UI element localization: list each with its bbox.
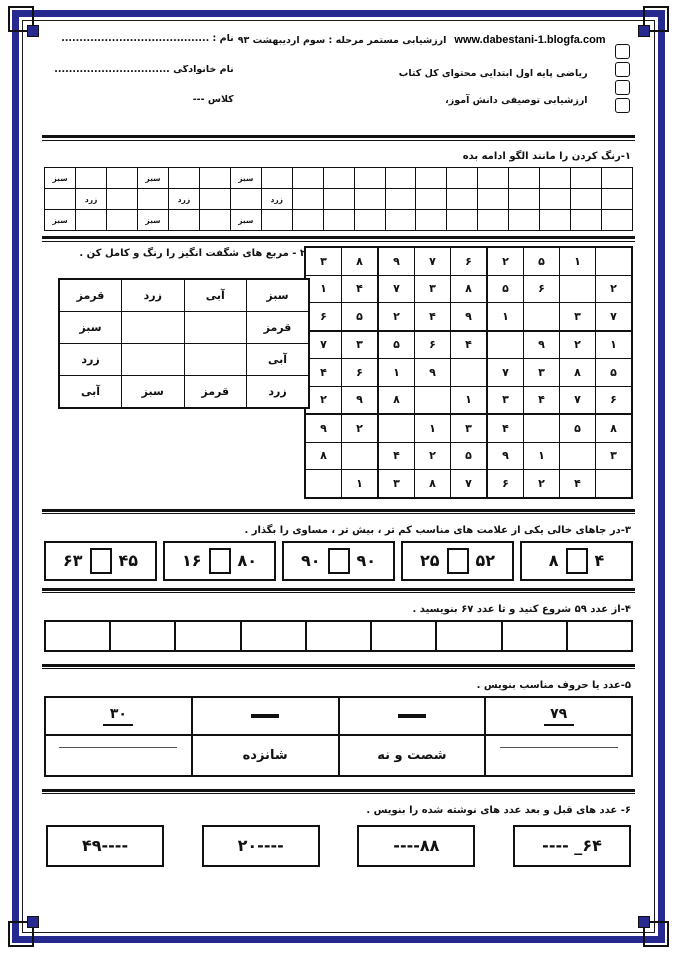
magic-square-blank[interactable]	[560, 275, 596, 303]
magic-square-cell[interactable]: ۴	[415, 303, 451, 331]
color-square-table	[58, 278, 310, 409]
magic-square-cell[interactable]: ۳	[524, 359, 560, 387]
pattern-cell-filled[interactable]: زرد	[76, 189, 107, 210]
magic-square-cell[interactable]: ۷	[305, 331, 342, 359]
magic-square-cell[interactable]: ۳	[596, 442, 633, 470]
magic-square-cell[interactable]: ۱	[451, 386, 488, 414]
magic-square-cell[interactable]: ۶	[305, 303, 342, 331]
number-sequence-blank[interactable]	[45, 621, 110, 651]
color-square-cell[interactable]: آبی	[184, 279, 247, 312]
magic-square-cell[interactable]: ۵	[560, 414, 596, 442]
pattern-cell-empty[interactable]	[292, 210, 323, 231]
magic-square-cell[interactable]: ۹	[451, 303, 488, 331]
comparison-left-number: ۴	[594, 551, 605, 570]
separator-after-q2	[42, 509, 635, 515]
pattern-cell-empty[interactable]	[602, 189, 633, 210]
checkbox-1[interactable]	[615, 44, 630, 59]
comparison-box	[520, 541, 633, 581]
pattern-cell-filled[interactable]: سبز	[138, 168, 169, 189]
comparison-operator-blank[interactable]	[90, 548, 112, 574]
magic-square-cell[interactable]: ۸	[305, 442, 342, 470]
magic-square-cell[interactable]: ۸	[596, 414, 633, 442]
color-square-blank[interactable]	[122, 344, 185, 376]
magic-square-cell[interactable]: ۵	[487, 275, 524, 303]
pattern-cell-empty[interactable]	[385, 189, 416, 210]
magic-square-cell[interactable]: ۷	[596, 303, 633, 331]
number-sequence-blank[interactable]	[175, 621, 240, 651]
question-1-body	[42, 167, 635, 231]
number-word-top-row	[45, 697, 632, 735]
number-word-bottom-row	[45, 735, 632, 776]
magic-square-row	[305, 331, 632, 359]
question-2-right-column	[44, 246, 310, 409]
number-word-table	[44, 696, 633, 777]
comparison-right-number: ۸	[548, 551, 559, 570]
magic-square-cell[interactable]: ۵	[342, 303, 379, 331]
pattern-cell-empty[interactable]	[168, 168, 199, 189]
pattern-row	[45, 210, 633, 231]
magic-square-cell[interactable]: ۵	[524, 247, 560, 275]
pattern-cell-empty[interactable]	[292, 168, 323, 189]
number-sequence-row	[45, 621, 632, 651]
pattern-cell-empty[interactable]	[107, 168, 138, 189]
pattern-cell-filled[interactable]: زرد	[168, 189, 199, 210]
number-word-dash-cell[interactable]	[192, 697, 339, 735]
pattern-cell-empty[interactable]	[602, 168, 633, 189]
pattern-cell-filled[interactable]: سبز	[138, 210, 169, 231]
comparison-right-number: ۹۰	[300, 551, 321, 570]
magic-square-cell[interactable]: ۴	[305, 359, 342, 387]
before-after-box[interactable]: ۶۴_ ----	[513, 825, 631, 867]
magic-square-cell[interactable]: ۱	[596, 331, 633, 359]
color-square-row	[59, 312, 309, 344]
color-square-row	[59, 376, 309, 409]
field-class	[42, 95, 234, 105]
pattern-cell-empty[interactable]	[138, 189, 169, 210]
color-square-blank[interactable]	[184, 344, 247, 376]
magic-square-blank[interactable]	[560, 442, 596, 470]
magic-square-cell[interactable]: ۹	[305, 414, 342, 442]
separator-after-q1	[42, 236, 635, 242]
number-sequence-blank[interactable]	[110, 621, 175, 651]
separator-after-q4	[42, 664, 635, 670]
field-name	[42, 34, 234, 44]
pattern-cell-filled[interactable]: زرد	[261, 189, 292, 210]
pattern-cell-empty[interactable]	[478, 168, 509, 189]
magic-square-cell[interactable]: ۴	[560, 470, 596, 498]
magic-square-cell[interactable]: ۶	[524, 275, 560, 303]
color-square-cell[interactable]: سبز	[122, 376, 185, 409]
pattern-cell-empty[interactable]	[323, 168, 354, 189]
worksheet-header	[42, 30, 635, 130]
before-after-box[interactable]: ----۴۹	[46, 825, 164, 867]
comparison-right-number: ۱۶	[181, 551, 202, 570]
pattern-cell-empty[interactable]	[354, 168, 385, 189]
pattern-cell-empty[interactable]	[571, 168, 602, 189]
answer-underline	[500, 746, 618, 748]
pattern-cell-empty[interactable]	[509, 189, 540, 210]
magic-square-cell[interactable]: ۴	[378, 442, 415, 470]
pattern-cell-empty[interactable]	[602, 210, 633, 231]
pattern-cell-empty[interactable]	[540, 210, 571, 231]
color-square-blank[interactable]	[122, 312, 185, 344]
pattern-cell-empty[interactable]	[540, 168, 571, 189]
magic-square-cell[interactable]: ۲	[596, 275, 633, 303]
pattern-cell-empty[interactable]	[107, 189, 138, 210]
magic-square-cell[interactable]: ۶	[596, 386, 633, 414]
magic-square-cell[interactable]: ۹	[378, 247, 415, 275]
number-word-word-cell: شصت و نه	[339, 735, 486, 776]
magic-square-cell[interactable]: ۸	[378, 386, 415, 414]
magic-square-cell[interactable]: ۲	[342, 414, 379, 442]
magic-square-cell[interactable]: ۱	[560, 247, 596, 275]
question-4-body	[42, 620, 635, 652]
question-5-body	[42, 696, 635, 777]
question-2-left-column	[320, 246, 633, 499]
comparison-box	[44, 541, 157, 581]
pattern-cell-empty[interactable]	[323, 210, 354, 231]
field-class-label: کلاس ---	[192, 95, 234, 105]
magic-square-cell[interactable]: ۱	[487, 303, 524, 331]
comparison-left-number: ۸۰	[237, 551, 258, 570]
checkbox-2[interactable]	[615, 62, 630, 77]
pattern-cell-empty[interactable]	[540, 189, 571, 210]
separator-after-q5	[42, 789, 635, 795]
magic-square-cell[interactable]: ۱	[378, 359, 415, 387]
magic-square-blank[interactable]	[524, 414, 560, 442]
color-square-cell[interactable]: آبی	[59, 376, 122, 409]
number-sequence-blank[interactable]	[436, 621, 501, 651]
question-6-label: ۶- عدد های قبل و بعد عدد های نوشته شده را بنویس .	[366, 804, 631, 816]
question-3-body	[42, 541, 635, 583]
pattern-cell-empty[interactable]	[292, 189, 323, 210]
worksheet-content	[26, 24, 651, 929]
magic-square-cell[interactable]: ۱	[305, 275, 342, 303]
pattern-cell-empty[interactable]	[447, 189, 478, 210]
pattern-cell-empty[interactable]	[107, 210, 138, 231]
question-5-label: ۵-عدد یا حروف مناسب بنویس .	[476, 679, 631, 691]
magic-square-cell[interactable]: ۹	[415, 359, 451, 387]
pattern-table	[44, 167, 633, 231]
number-word-blank-cell[interactable]	[45, 735, 192, 776]
magic-square-blank[interactable]	[524, 303, 560, 331]
pattern-cell-filled[interactable]: سبز	[45, 168, 76, 189]
color-square-cell[interactable]: زرد	[122, 279, 185, 312]
number-word-number-cell	[45, 697, 192, 735]
magic-square-cell[interactable]: ۷	[451, 470, 488, 498]
color-square-cell[interactable]: قرمز	[247, 312, 310, 344]
magic-square-row	[305, 470, 632, 498]
comparison-left-number: ۵۲	[475, 551, 496, 570]
question-2-body	[42, 246, 635, 499]
comparison-box	[163, 541, 276, 581]
field-family-name-label: نام خانوادگی	[169, 64, 234, 74]
magic-square-cell[interactable]: ۸	[415, 470, 451, 498]
magic-square-cell[interactable]: ۹	[342, 386, 379, 414]
magic-square-cell[interactable]: ۷	[415, 247, 451, 275]
magic-square-blank[interactable]	[596, 247, 633, 275]
field-family-name	[42, 65, 234, 75]
magic-square-cell[interactable]: ۶	[487, 470, 524, 498]
magic-square-cell[interactable]: ۱	[342, 470, 379, 498]
pattern-cell-empty[interactable]	[323, 189, 354, 210]
pattern-cell-filled[interactable]: سبز	[230, 210, 261, 231]
field-name-label: نام :	[209, 34, 234, 44]
magic-square-cell[interactable]: ۳	[487, 386, 524, 414]
magic-square-cell[interactable]: ۸	[560, 359, 596, 387]
magic-square-cell[interactable]: ۶	[415, 331, 451, 359]
magic-square-blank[interactable]	[415, 386, 451, 414]
number-value: ۳۰	[103, 706, 133, 726]
descriptive-line: ارزشیابی توصیفی دانش آموز،	[445, 95, 588, 106]
pattern-cell-empty[interactable]	[354, 189, 385, 210]
comparison-operator-blank[interactable]	[566, 548, 588, 574]
pattern-cell-empty[interactable]	[571, 210, 602, 231]
pattern-cell-empty[interactable]	[76, 210, 107, 231]
pattern-cell-empty[interactable]	[199, 168, 230, 189]
number-word-dash-cell[interactable]	[339, 697, 486, 735]
number-sequence-blank[interactable]	[567, 621, 632, 651]
pattern-cell-empty[interactable]	[261, 210, 292, 231]
magic-square-cell[interactable]: ۳	[378, 470, 415, 498]
magic-square-row	[305, 275, 632, 303]
answer-underline	[59, 746, 177, 748]
header-title-line	[238, 34, 606, 46]
comparison-left-number: ۹۰	[356, 551, 377, 570]
pattern-cell-empty[interactable]	[45, 189, 76, 210]
number-sequence-blank[interactable]	[306, 621, 371, 651]
pattern-row	[45, 168, 633, 189]
number-sequence-blank[interactable]	[371, 621, 436, 651]
magic-square-cell[interactable]: ۲	[305, 386, 342, 414]
magic-square-cell[interactable]: ۳	[415, 275, 451, 303]
comparison-left-number: ۴۵	[118, 551, 139, 570]
magic-square-row	[305, 442, 632, 470]
magic-square-cell[interactable]: ۹	[487, 442, 524, 470]
number-word-blank-cell[interactable]	[485, 735, 632, 776]
pattern-cell-filled[interactable]: سبز	[45, 210, 76, 231]
magic-square-cell[interactable]: ۸	[451, 275, 488, 303]
pattern-cell-empty[interactable]	[416, 210, 447, 231]
comparison-operator-blank[interactable]	[447, 548, 469, 574]
separator-after-header	[42, 135, 635, 141]
magic-square-cell[interactable]: ۱	[415, 414, 451, 442]
pattern-cell-empty[interactable]	[509, 168, 540, 189]
dash-mark-icon	[398, 713, 426, 718]
comparison-right-number: ۲۵	[419, 551, 440, 570]
header-subject-rows	[238, 60, 606, 114]
question-3-label: ۳-در جاهای خالی یکی از علامت های مناسب کم تر ، بیش تر ، مساوی را بگذار .	[244, 524, 631, 536]
magic-square-cell[interactable]: ۹	[524, 331, 560, 359]
number-value: ۷۹	[544, 706, 574, 726]
color-square-cell[interactable]: سبز	[59, 312, 122, 344]
magic-square-blank[interactable]	[451, 359, 488, 387]
number-sequence-blank[interactable]	[241, 621, 306, 651]
comparison-box	[401, 541, 514, 581]
color-square-cell[interactable]: آبی	[247, 344, 310, 376]
number-word-word-cell: شانزده	[192, 735, 339, 776]
color-square-row	[59, 279, 309, 312]
color-square-blank[interactable]	[184, 312, 247, 344]
magic-square-cell[interactable]: ۴	[487, 414, 524, 442]
magic-square-cell[interactable]: ۴	[524, 386, 560, 414]
pattern-cell-empty[interactable]	[416, 168, 447, 189]
field-name-dots: .........................................	[61, 34, 210, 44]
question-4-label: ۴-از عدد ۵۹ شروع کنید و تا عدد ۶۷ بنویسید .	[412, 603, 631, 615]
magic-square-blank[interactable]	[487, 331, 524, 359]
magic-square-cell[interactable]: ۳	[342, 331, 379, 359]
pattern-cell-filled[interactable]: سبز	[230, 168, 261, 189]
magic-square-cell[interactable]: ۳	[560, 303, 596, 331]
pattern-cell-empty[interactable]	[385, 210, 416, 231]
magic-square-row	[305, 247, 632, 275]
comparison-operator-blank[interactable]	[209, 548, 231, 574]
pattern-cell-empty[interactable]	[571, 189, 602, 210]
pattern-cell-empty[interactable]	[447, 210, 478, 231]
magic-square-cell[interactable]: ۲	[415, 442, 451, 470]
magic-square-cell[interactable]: ۱	[524, 442, 560, 470]
field-family-name-dots: ................................	[54, 64, 170, 74]
number-sequence-blank[interactable]	[502, 621, 567, 651]
magic-square-cell[interactable]: ۷	[378, 275, 415, 303]
pattern-cell-empty[interactable]	[478, 189, 509, 210]
checkbox-4[interactable]	[615, 98, 630, 113]
magic-square-blank[interactable]	[596, 470, 633, 498]
pattern-cell-empty[interactable]	[354, 210, 385, 231]
magic-square-row	[305, 359, 632, 387]
color-square-cell[interactable]: قرمز	[184, 376, 247, 409]
pattern-cell-empty[interactable]	[76, 168, 107, 189]
pattern-row	[45, 189, 633, 210]
student-info-fields	[42, 34, 234, 105]
magic-square-cell[interactable]: ۲	[524, 470, 560, 498]
color-square-cell[interactable]: زرد	[59, 344, 122, 376]
color-square-cell[interactable]: زرد	[247, 376, 310, 409]
magic-square-cell[interactable]: ۳	[451, 414, 488, 442]
assessment-title: ارزشیابی مستمر مرحله : سوم اردیبهشت ۹۳	[237, 35, 447, 46]
magic-square-cell[interactable]: ۲	[378, 303, 415, 331]
pattern-cell-empty[interactable]	[509, 210, 540, 231]
number-sequence-table	[44, 620, 633, 652]
color-square-cell[interactable]: سبز	[247, 279, 310, 312]
number-word-number-cell	[485, 697, 632, 735]
question-2-label: ۲ - مربع های شگفت انگیز را رنگ و کامل کن .	[79, 248, 306, 259]
pattern-cell-empty[interactable]	[447, 168, 478, 189]
pattern-cell-empty[interactable]	[199, 210, 230, 231]
subject-line: ریاضی پایه اول ابتدایی محتوای کل کتاب	[398, 68, 588, 79]
magic-square-blank[interactable]	[378, 414, 415, 442]
pattern-cell-empty[interactable]	[168, 210, 199, 231]
pattern-cell-empty[interactable]	[230, 189, 261, 210]
magic-square-cell[interactable]: ۶	[451, 247, 488, 275]
magic-square-row	[305, 414, 632, 442]
header-checkbox-column	[610, 34, 635, 113]
magic-square-cell[interactable]: ۵	[596, 359, 633, 387]
header-center-block	[234, 34, 610, 114]
magic-square-cell[interactable]: ۴	[451, 331, 488, 359]
magic-square-cell[interactable]: ۲	[487, 247, 524, 275]
magic-square-row	[305, 303, 632, 331]
magic-square-blank[interactable]	[342, 442, 379, 470]
magic-square-cell[interactable]: ۷	[487, 359, 524, 387]
magic-square-blank[interactable]	[305, 470, 342, 498]
before-after-box[interactable]: ----۲۰	[202, 825, 320, 867]
magic-square-cell[interactable]: ۵	[451, 442, 488, 470]
pattern-cell-empty[interactable]	[199, 189, 230, 210]
pattern-cell-empty[interactable]	[478, 210, 509, 231]
color-square-cell[interactable]: قرمز	[59, 279, 122, 312]
magic-square-cell[interactable]: ۳	[305, 247, 342, 275]
pattern-cell-empty[interactable]	[416, 189, 447, 210]
magic-square-cell[interactable]: ۲	[560, 331, 596, 359]
magic-square-cell[interactable]: ۸	[342, 247, 379, 275]
pattern-cell-empty[interactable]	[261, 168, 292, 189]
magic-square-cell[interactable]: ۷	[560, 386, 596, 414]
separator-after-q3	[42, 588, 635, 594]
pattern-cell-empty[interactable]	[385, 168, 416, 189]
magic-square-cell[interactable]: ۶	[342, 359, 379, 387]
dash-mark-icon	[251, 713, 279, 718]
magic-square-table	[304, 246, 633, 499]
question-6-body	[42, 821, 635, 867]
magic-square-cell[interactable]: ۵	[378, 331, 415, 359]
question-1-label: ۱-رنگ کردن را مانند الگو ادامه بده	[462, 151, 631, 162]
before-after-box[interactable]: ۸۸----	[357, 825, 475, 867]
color-square-row	[59, 344, 309, 376]
comparison-right-number: ۶۳	[62, 551, 83, 570]
website-url[interactable]: www.dabestani-1.blogfa.com	[454, 34, 606, 46]
comparison-box	[282, 541, 395, 581]
comparison-operator-blank[interactable]	[328, 548, 350, 574]
checkbox-3[interactable]	[615, 80, 630, 95]
magic-square-cell[interactable]: ۴	[342, 275, 379, 303]
magic-square-row	[305, 386, 632, 414]
